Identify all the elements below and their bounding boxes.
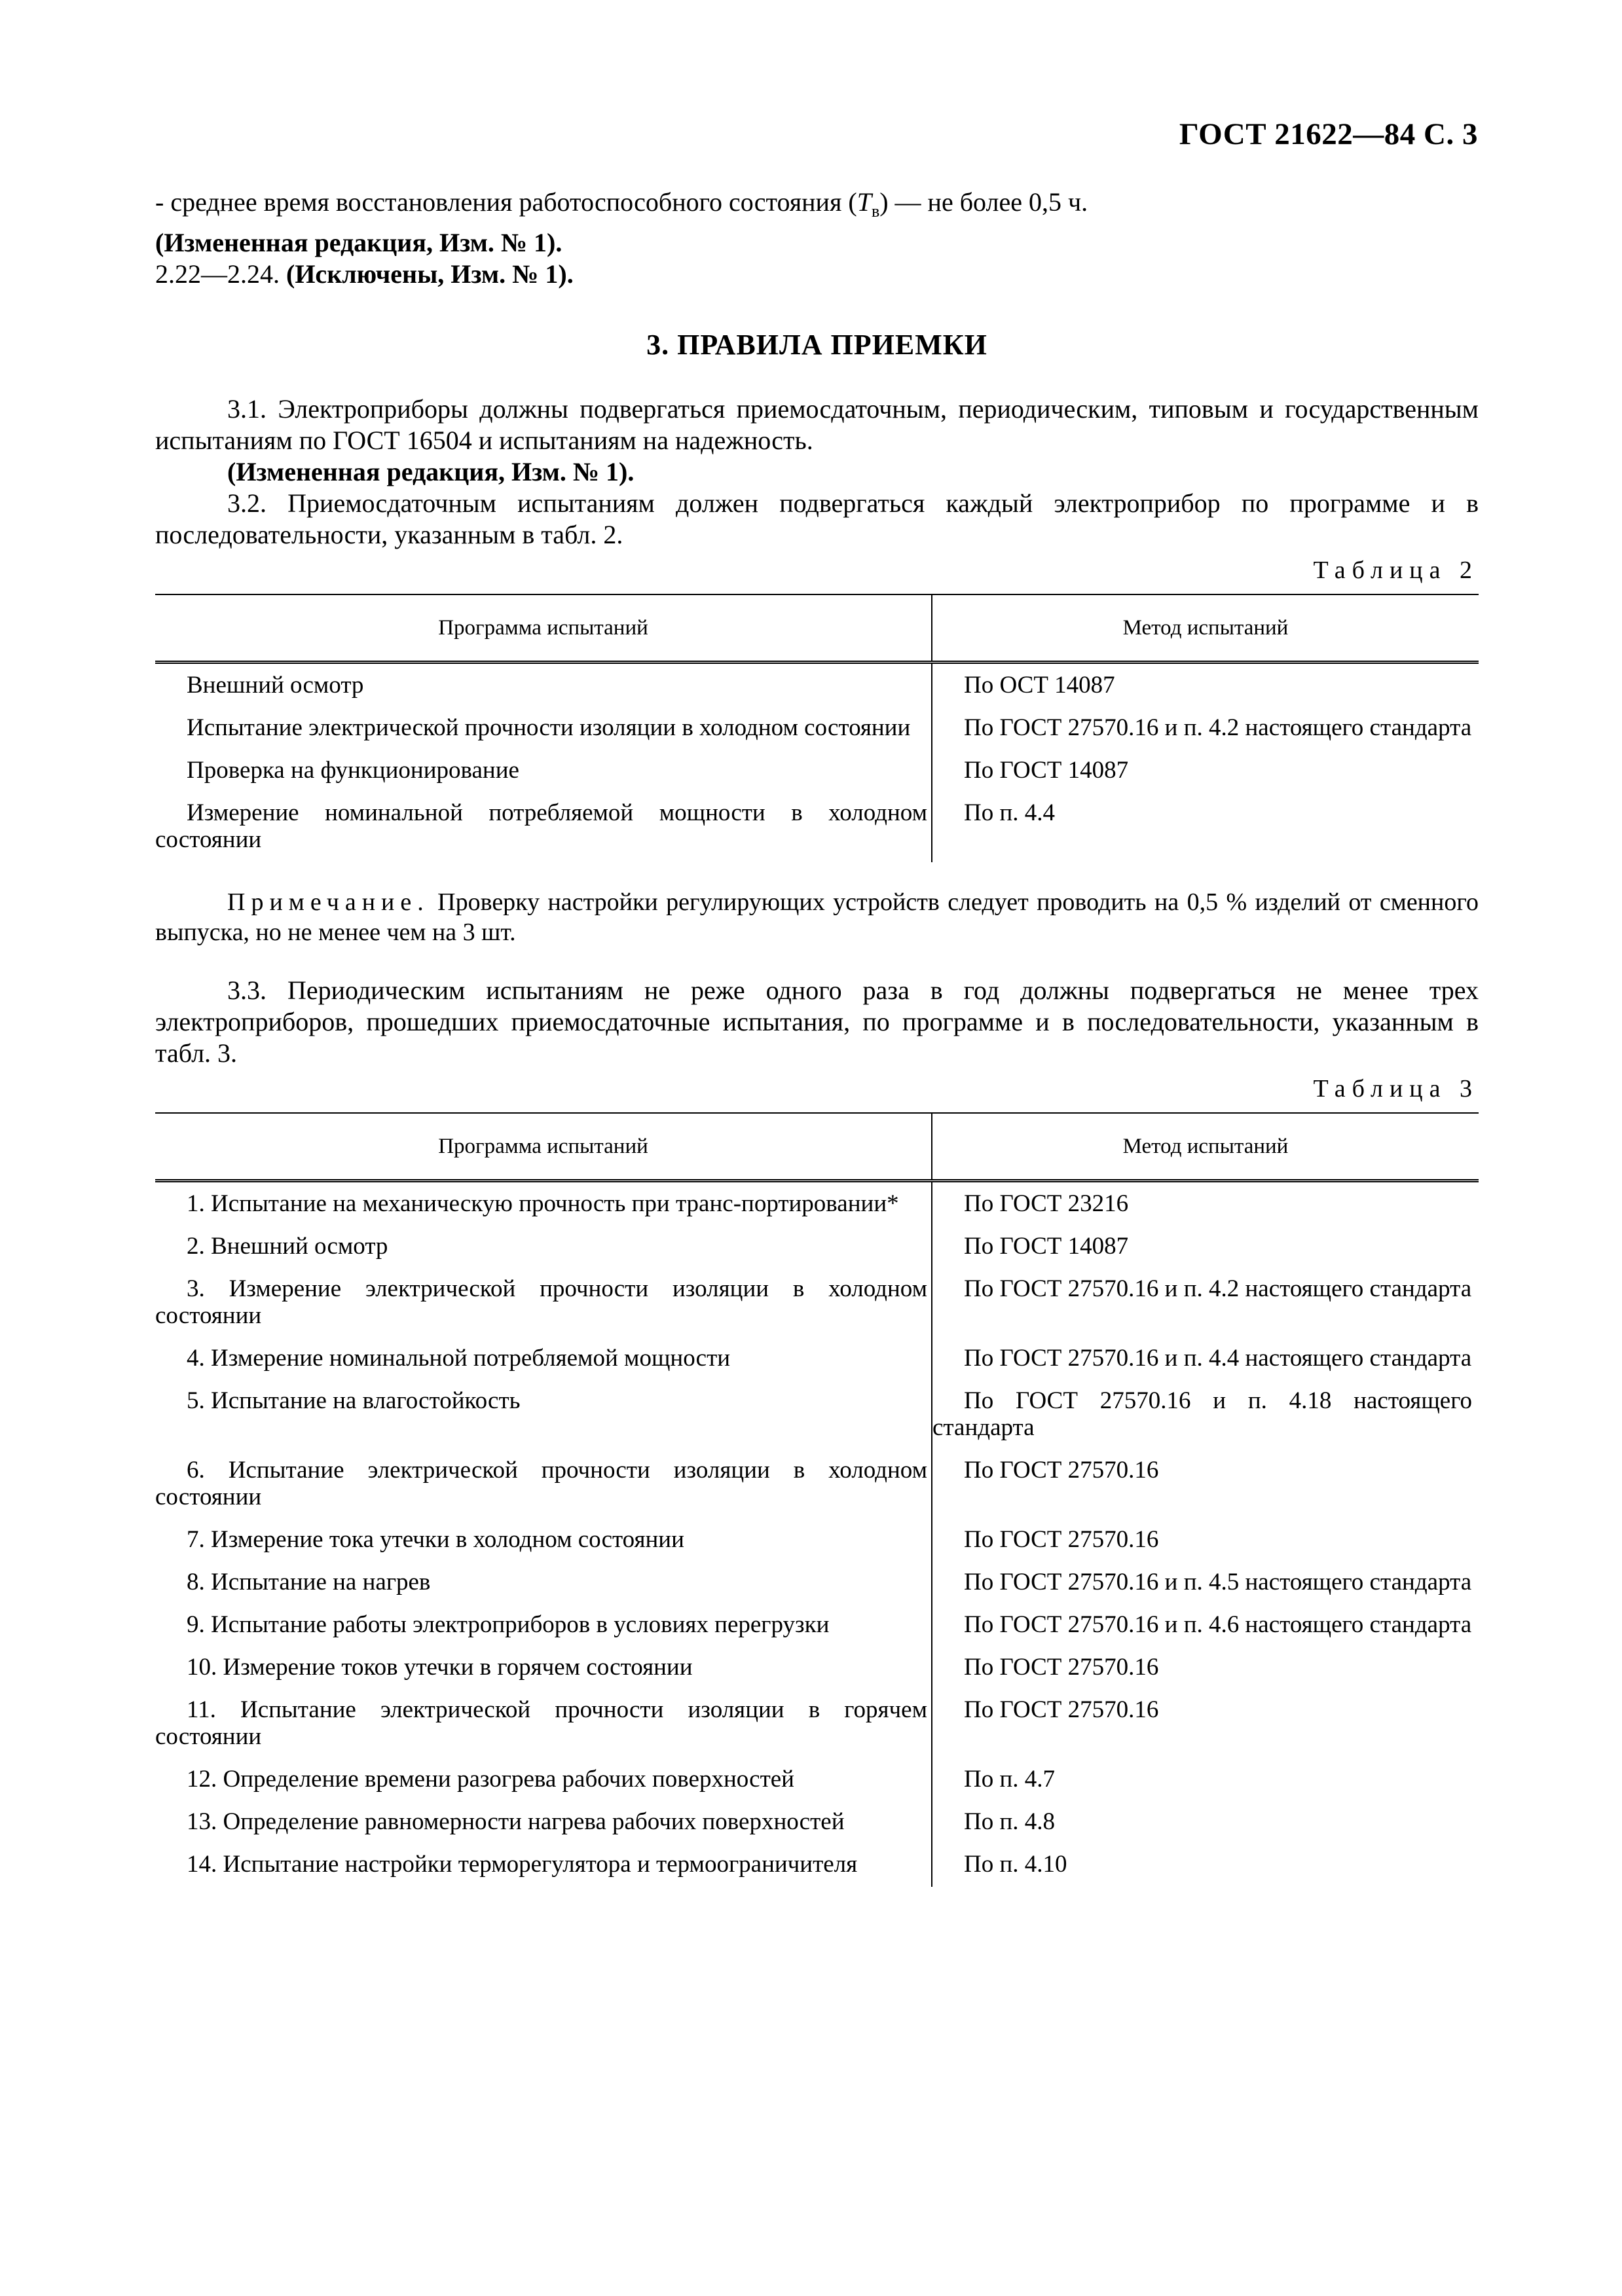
cell-method: По п. 4.4: [964, 799, 1056, 826]
cell-program: Измерение номинальной потребляемой мощности в холодном состоянии: [155, 799, 927, 853]
clause-3-1: 3.1. Электроприборы должны подвергаться приемосдаточным, периодическим, типовым и государственным испытаниям по ГОСТ 16504 и испытаниям на надежность.: [155, 394, 1479, 455]
cell-method: По ГОСТ 27570.16: [964, 1526, 1159, 1553]
table-row: [155, 1802, 1479, 1844]
table-row: [155, 793, 1479, 862]
cell-program: 13. Определение равномерности нагрева рабочих поверхностей: [187, 1808, 845, 1835]
clause-3-3: 3.3. Периодическим испытаниям не реже одного раза в год должны подвергаться не менее трех электроприборов, прошедших приемосдаточные испытания, по программе и в последовательности, указанным в табл. 3.: [155, 975, 1479, 1068]
cell-method: По п. 4.10: [964, 1851, 1067, 1878]
header-test-program: Программа испытаний: [155, 1113, 932, 1181]
table-row: [155, 1562, 1479, 1605]
cell-program: 12. Определение времени разогрева рабочих поверхностей: [187, 1766, 794, 1793]
table-row: [155, 1690, 1479, 1759]
clause-3-2: 3.2. Приемосдаточным испытаниям должен подвергаться каждый электроприбор по программе и в последовательности, указанным в табл. 2.: [155, 488, 1479, 549]
table-3: [155, 1112, 1479, 1887]
mttr-requirement: - среднее время восстановления работоспособного состояния $(T_в)$ — не более 0,5 ч.: [155, 187, 1088, 221]
cell-program: 1. Испытание на механическую прочность при транс-портировании*: [187, 1190, 899, 1217]
cell-program: 5. Испытание на влагостойкость: [187, 1387, 521, 1414]
cell-program: 6. Испытание электрической прочности изоляции в холодном состоянии: [155, 1457, 927, 1510]
table-row: [155, 1226, 1479, 1269]
table-row: [155, 1647, 1479, 1690]
table-2-label: Таблица 2: [1313, 556, 1479, 584]
table-row: [155, 750, 1479, 793]
header-test-method: Метод испытаний: [1122, 616, 1289, 640]
table-3-label: Таблица 3: [1313, 1075, 1479, 1102]
header-test-method: Метод испытаний: [1122, 1135, 1289, 1158]
table-row: [155, 1450, 1479, 1520]
cell-program: 9. Испытание работы электроприборов в условиях перегрузки: [187, 1611, 830, 1638]
table-row: [155, 1759, 1479, 1802]
document-body: [155, 187, 1479, 1887]
cell-method: По ГОСТ 14087: [964, 757, 1129, 784]
cell-program: 14. Испытание настройки терморегулятора и термоограничителя: [187, 1851, 858, 1878]
cell-method: По ГОСТ 27570.16: [964, 1696, 1159, 1723]
cell-program: 11. Испытание электрической прочности изоляции в горячем состоянии: [155, 1696, 927, 1750]
table-row: [155, 1269, 1479, 1338]
cell-method: По ГОСТ 27570.16 и п. 4.2 настоящего стандарта: [964, 714, 1472, 741]
cell-program: 10. Измерение токов утечки в горячем состоянии: [187, 1654, 693, 1681]
page-header: ГОСТ 21622—84 С. 3: [1179, 117, 1478, 151]
cell-program: 8. Испытание на нагрев: [187, 1569, 431, 1595]
table-row: [155, 1338, 1479, 1381]
cell-method: По ОСТ 14087: [964, 672, 1115, 699]
table-2: [155, 594, 1479, 862]
cell-program: Испытание электрической прочности изоляции в холодном состоянии: [187, 714, 911, 741]
cell-program: 4. Измерение номинальной потребляемой мощности: [187, 1345, 731, 1372]
table-row: [155, 1520, 1479, 1562]
cell-program: 7. Измерение тока утечки в холодном состоянии: [187, 1526, 684, 1553]
amendment-note: (Измененная редакция, Изм. № 1).: [155, 228, 562, 257]
cell-program: 2. Внешний осмотр: [187, 1233, 388, 1260]
table-row: [155, 1605, 1479, 1647]
cell-method: По ГОСТ 27570.16: [964, 1654, 1159, 1681]
cell-method: По ГОСТ 27570.16 и п. 4.5 настоящего стандарта: [964, 1569, 1472, 1595]
clause-3-1-amendment: (Измененная редакция, Изм. № 1).: [227, 457, 635, 486]
note-label: Примечание.: [227, 888, 430, 916]
table-row: [155, 708, 1479, 750]
cell-program: Проверка на функционирование: [187, 757, 519, 784]
table-row: [155, 1381, 1479, 1450]
cell-method: По п. 4.8: [964, 1808, 1056, 1835]
cell-method: По ГОСТ 27570.16 и п. 4.4 настоящего стандарта: [964, 1345, 1472, 1372]
table-row: [155, 1181, 1479, 1227]
cell-program: 3. Измерение электрической прочности изоляции в холодном состоянии: [155, 1275, 927, 1329]
table-row: [155, 1844, 1479, 1887]
table-header-row: [155, 594, 1479, 663]
section-title: 3. ПРАВИЛА ПРИЕМКИ: [646, 329, 987, 361]
note-text: Проверку настройки регулирующих устройств следует проводить на 0,5 % изделий от сменного выпуска, но не менее чем на 3 шт.: [155, 888, 1479, 946]
cell-method: По ГОСТ 27570.16: [964, 1457, 1159, 1484]
cell-method: По п. 4.7: [964, 1766, 1056, 1793]
excluded-clauses: 2.22—2.24. (Исключены, Изм. № 1).: [155, 259, 574, 289]
cell-program: Внешний осмотр: [187, 672, 364, 699]
symbol-t: T: [857, 187, 872, 217]
cell-method: По ГОСТ 27570.16 и п. 4.6 настоящего стандарта: [964, 1611, 1472, 1638]
cell-method: По ГОСТ 23216: [964, 1190, 1129, 1217]
table-row: [155, 663, 1479, 708]
cell-method: По ГОСТ 14087: [964, 1233, 1129, 1260]
header-test-program: Программа испытаний: [155, 594, 932, 663]
symbol-t-subscript: в: [871, 202, 880, 221]
cell-method: По ГОСТ 27570.16 и п. 4.18 настоящего стандарта: [932, 1387, 1472, 1441]
cell-method: По ГОСТ 27570.16 и п. 4.2 настоящего стандарта: [964, 1275, 1472, 1302]
table-2-note: [155, 887, 1479, 947]
table-header-row: [155, 1113, 1479, 1181]
